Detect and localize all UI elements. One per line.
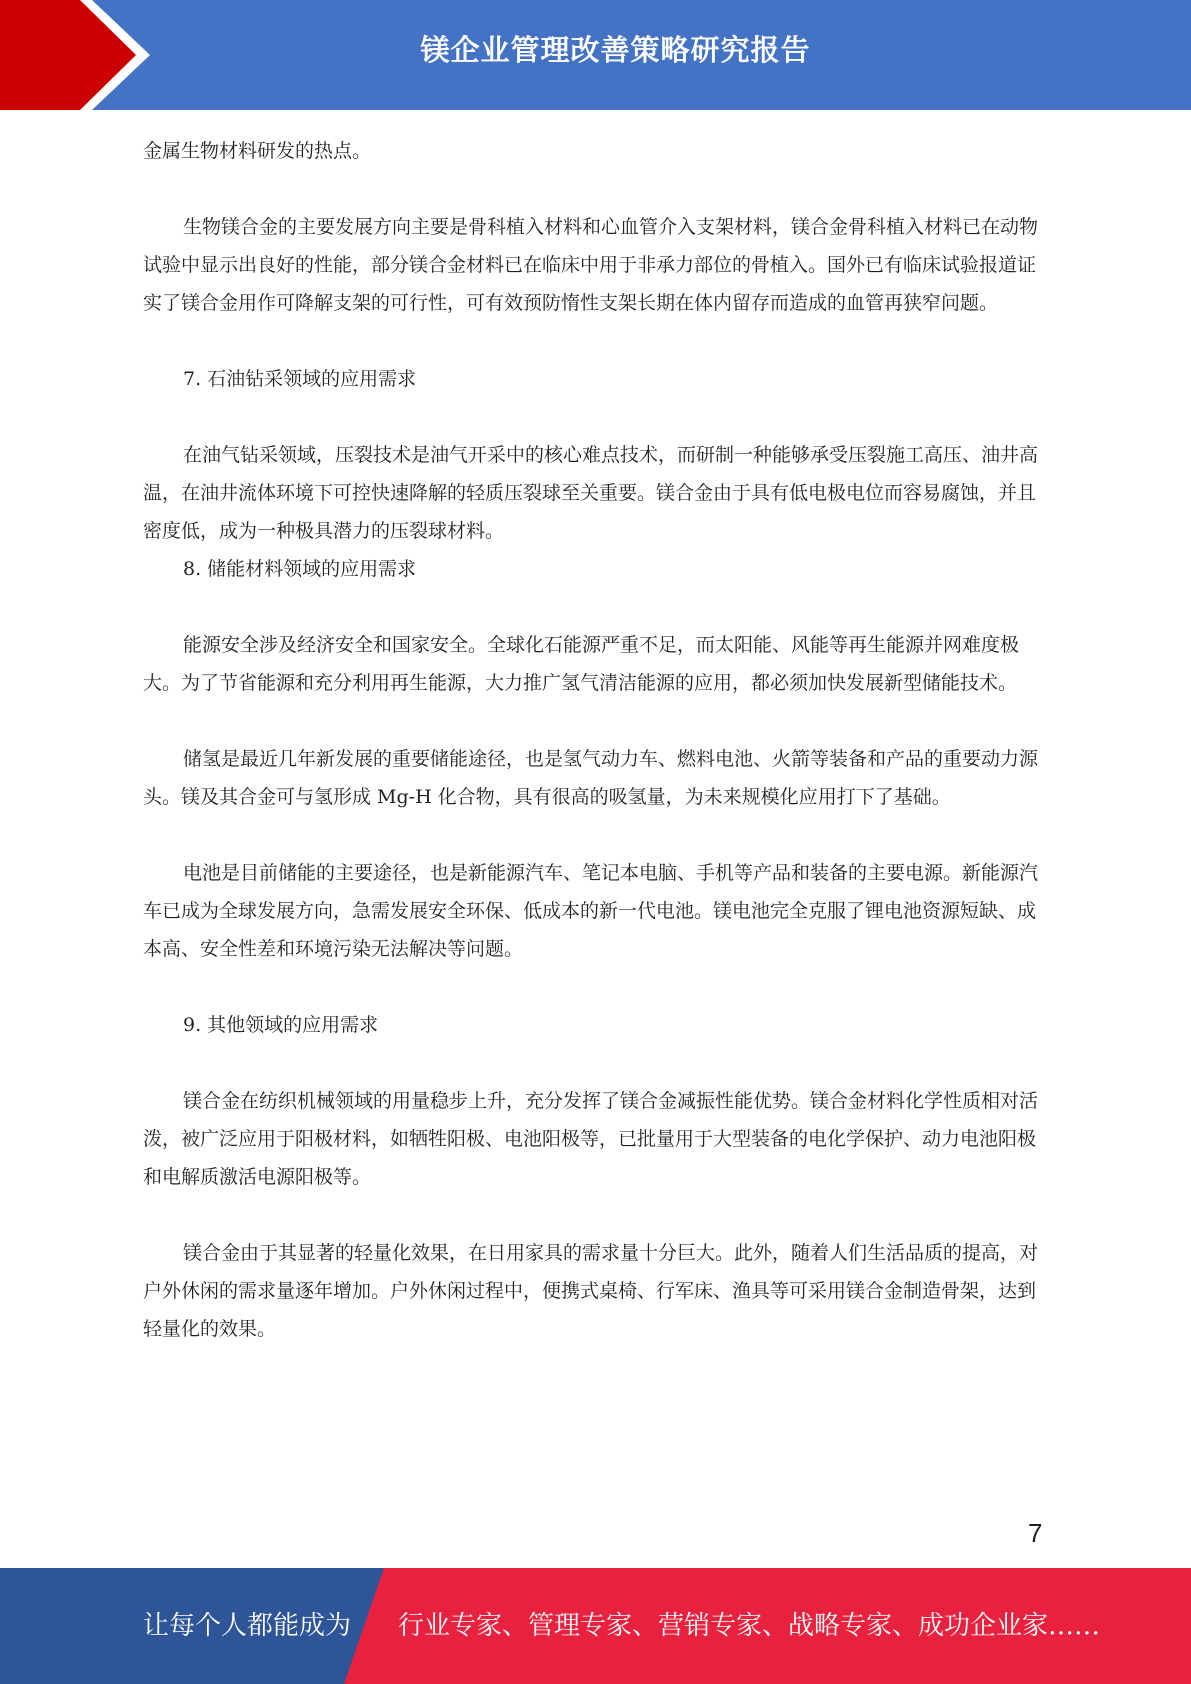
paragraph: 镁合金由于其显著的轻量化效果，在日用家具的需求量十分巨大。此外，随着人们生活品质的提高，对户外休闲的需求量逐年增加。户外休闲过程中，便携式桌椅、行军床、渔具等可采用镁合金制造骨架，达到轻量化的效果。 (143, 1242, 1039, 1340)
page-header (0, 0, 1191, 110)
paragraph: 在油气钻采领域，压裂技术是油气开采中的核心难点技术，而研制一种能够承受压裂施工高压、油井高温，在油井流体环境下可控快速降解的轻质压裂球至关重要。镁合金由于具有低电极电位而容易腐蚀，并且密度低，成为一种极具潜力的压裂球材料。 (143, 444, 1039, 542)
document-body (143, 132, 1045, 1348)
section-heading: 9. 其他领域的应用需求 (183, 1014, 379, 1036)
footer-slogan-right: 行业专家、管理专家、营销专家、战略专家、成功企业家…… (398, 1611, 1101, 1641)
page-footer (0, 1568, 1191, 1684)
section-heading: 8. 储能材料领域的应用需求 (183, 558, 417, 580)
page-number: 7 (1028, 1518, 1043, 1548)
paragraph: 电池是目前储能的主要途径，也是新能源汽车、笔记本电脑、手机等产品和装备的主要电源。新能源汽车已成为全球发展方向，急需发展安全环保、低成本的新一代电池。镁电池完全克服了锂电池资源短缺、成本高、安全性差和环境污染无法解决等问题。 (143, 862, 1039, 960)
paragraph: 能源安全涉及经济安全和国家安全。全球化石能源严重不足，而太阳能、风能等再生能源并网难度极大。为了节省能源和充分利用再生能源，大力推广氢气清洁能源的应用，都必须加快发展新型储能技术。 (143, 634, 1020, 694)
header-title: 镁企业管理改善策略研究报告 (420, 33, 811, 67)
paragraph: 储氢是最近几年新发展的重要储能途径，也是氢气动力车、燃料电池、火箭等装备和产品的重要动力源头。镁及其合金可与氢形成 Mg-H 化合物，具有很高的吸氢量，为未来规模化应用打下了基础。 (143, 748, 1039, 808)
paragraph: 金属生物材料研发的热点。 (143, 140, 372, 162)
footer-slogan-left: 让每个人都能成为 (143, 1611, 352, 1641)
paragraph: 镁合金在纺织机械领域的用量稳步上升，充分发挥了镁合金减振性能优势。镁合金材料化学性质相对活泼，被广泛应用于阳极材料，如牺牲阳极、电池阳极等，已批量用于大型装备的电化学保护、动力电池阳极和电解质激活电源阳极等。 (143, 1090, 1039, 1188)
section-heading: 7. 石油钻采领域的应用需求 (183, 368, 417, 390)
paragraph: 生物镁合金的主要发展方向主要是骨科植入材料和心血管介入支架材料，镁合金骨科植入材料已在动物试验中显示出良好的性能，部分镁合金材料已在临床中用于非承力部位的骨植入。国外已有临床试验报道证实了镁合金用作可降解支架的可行性，可有效预防惰性支架长期在体内留存而造成的血管再狭窄问题。 (143, 216, 1039, 314)
